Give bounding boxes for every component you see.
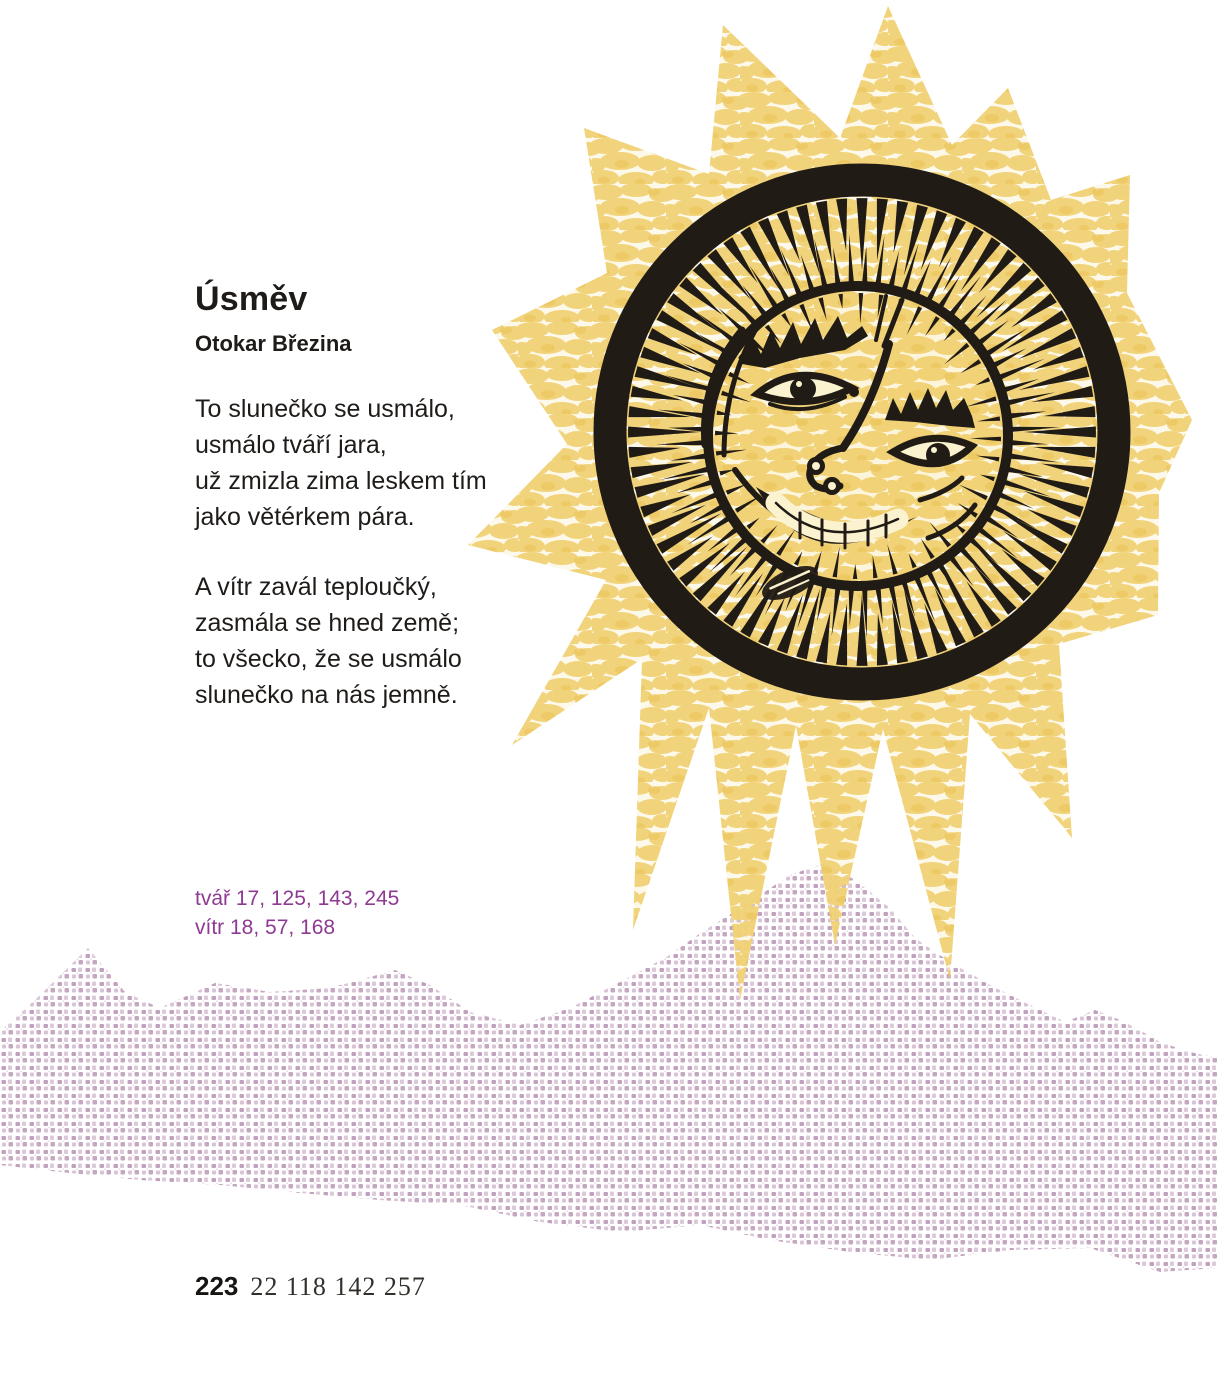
index-entry: vítr 18, 57, 168: [195, 915, 336, 939]
poem-author: Otokar Březina: [195, 331, 352, 356]
poem-line: jako větérkem pára.: [195, 503, 415, 531]
left-pupil: [790, 377, 816, 401]
sun-illustration: [468, 6, 1192, 1000]
index-entry: tvář 17, 125, 143, 245: [195, 887, 400, 910]
right-pupil: [926, 443, 950, 467]
page-footer: [195, 1271, 426, 1302]
poem-line: usmálo tváří jara,: [195, 431, 387, 459]
page-number: 223: [195, 1271, 239, 1301]
nostril: [810, 460, 823, 473]
hills-texture: [0, 863, 1217, 1272]
poem-line: To slunečko se usmálo,: [195, 395, 455, 423]
poem-line: už zmizla zima leskem tím: [195, 467, 487, 495]
poem-line: slunečko na nás jemně.: [195, 681, 458, 709]
stanza-2: [195, 569, 462, 713]
stanza-1: [195, 391, 487, 535]
poem-title: Úsměv: [195, 280, 308, 318]
footer-codes: 22 118 142 257: [250, 1272, 426, 1301]
poem-line: to všecko, že se usmálo: [195, 645, 462, 673]
poem-line: zasmála se hned země;: [195, 609, 460, 637]
nostril: [826, 480, 839, 493]
poem-line: A vítr zavál teploučký,: [195, 573, 437, 601]
keyword-index: [195, 885, 399, 942]
